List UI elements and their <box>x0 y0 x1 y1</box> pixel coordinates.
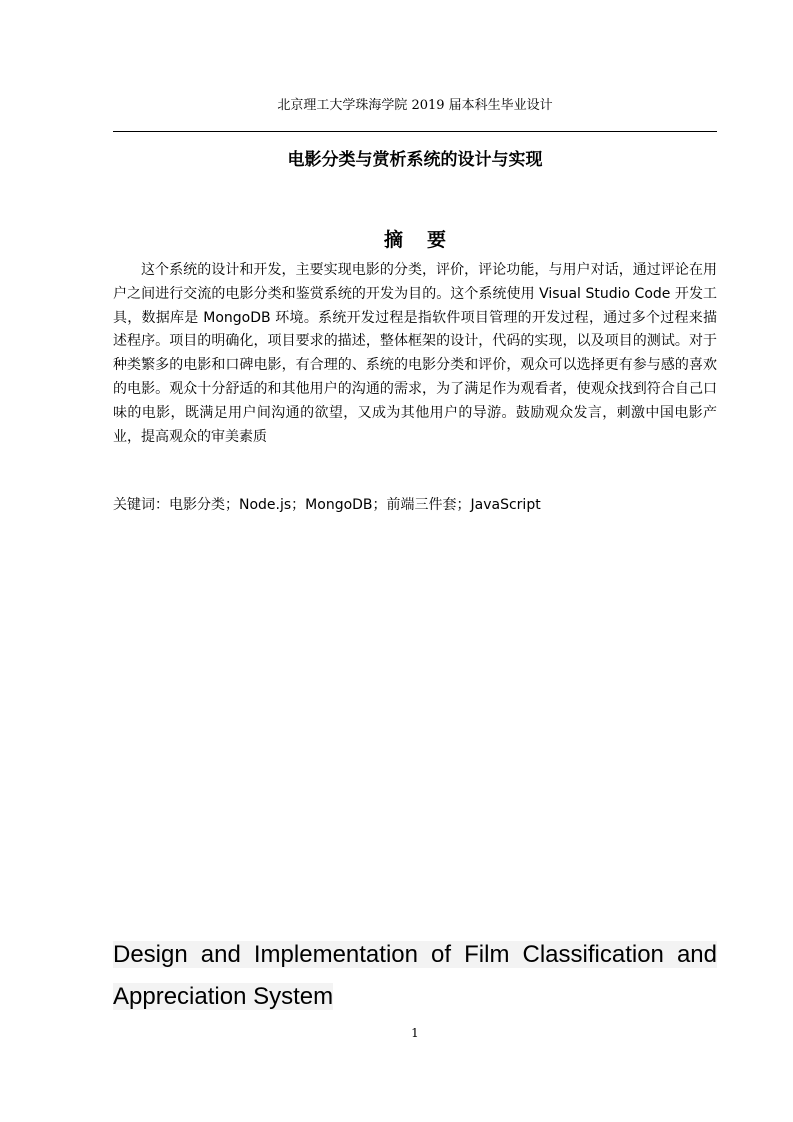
english-title <box>113 934 717 1018</box>
english-title-text: Design and Implementation of Film Classification and Appreciation System <box>113 941 717 1010</box>
abstract-body: 这个系统的设计和开发，主要实现电影的分类，评价，评论功能，与用户对话，通过评论在用户之间进行交流的电影分类和鉴赏系统的开发为目的。这个系统使用 Visual Studio Code 开发工具，数据库是 MongoDB 环境。系统开发过程是指软件项目管理的开发过程，通过多个过程来描述程序。项目的明确化，项目要求的描述，整体框架的设计，代码的实现，以及项目的测试。对于种类繁多的电影和口碑电影，有合理的、系统的电影分类和评价，观众可以选择更有参与感的喜欢的电影。观众十分舒适的和其他用户的沟通的需求，为了满足作为观看者，使观众找到符合自己口味的电影，既满足用户间沟通的欲望，又成为其他用户的导游。鼓励观众发言，刺激中国电影产业，提高观众的审美素质 <box>113 262 717 445</box>
header-rule <box>113 131 717 132</box>
abstract-heading: 摘要 <box>383 229 470 251</box>
running-header: 北京理工大学珠海学院 2019 届本科生毕业设计 <box>277 98 553 113</box>
page-number: 1 <box>411 1026 419 1040</box>
keywords-line: 关键词：电影分类；Node.js；MongoDB；前端三件套；JavaScript <box>113 497 541 513</box>
thesis-title: 电影分类与赏析系统的设计与实现 <box>287 150 543 170</box>
